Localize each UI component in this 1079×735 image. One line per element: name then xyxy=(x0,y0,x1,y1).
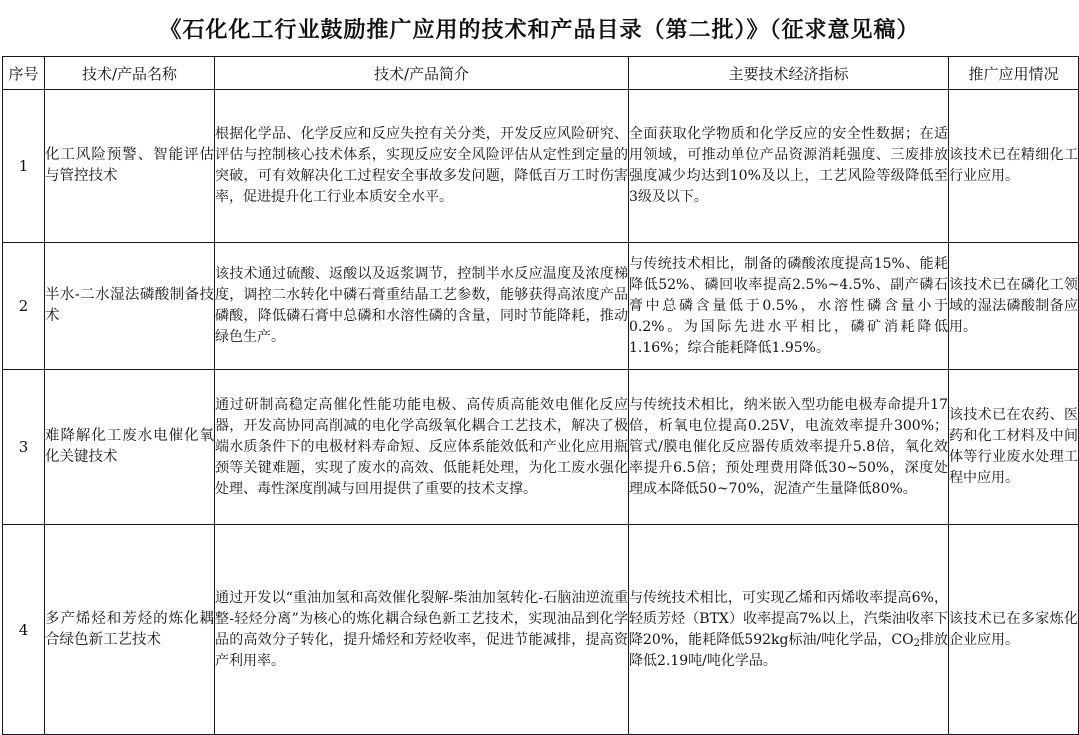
header-index: 序号 xyxy=(3,57,45,90)
catalog-table xyxy=(2,56,1079,735)
row-index: 1 xyxy=(3,90,45,243)
subscript-two: 2 xyxy=(913,637,920,649)
table-row xyxy=(3,243,1079,370)
row-name: 半水-二水湿法磷酸制备技术 xyxy=(45,243,215,370)
row-index: 4 xyxy=(3,525,45,735)
table-row xyxy=(3,370,1079,525)
row-intro: 通过开发以“重油加氢和高效催化裂解-柴油加氢转化-石脑油逆流重整-轻烃分离”为核心的炼化耦合绿色新工艺技术，实现油品到化学品的高效分子转化，提升烯烃和芳烃收率，促进节能减排，提高资产利用率。 xyxy=(215,525,629,735)
header-indicators: 主要技术经济指标 xyxy=(629,57,949,90)
indicators-text: 与传统技术相比，可实现乙烯和丙烯收率提高6%，轻质芳烃（BTX）收率提高7%以上，汽柴油收率下降20%，能耗降低592kg标油/吨化学品，CO xyxy=(629,589,948,648)
row-application: 该技术已在精细化工行业应用。 xyxy=(949,90,1079,243)
row-name: 难降解化工废水电催化氧化关键技术 xyxy=(45,370,215,525)
header-name: 技术/产品名称 xyxy=(45,57,215,90)
row-name: 多产烯烃和芳烃的炼化耦合绿色新工艺技术 xyxy=(45,525,215,735)
row-application: 该技术已在多家炼化企业应用。 xyxy=(949,525,1079,735)
row-application: 该技术已在磷化工领域的湿法磷酸制备应用。 xyxy=(949,243,1079,370)
row-intro: 根据化学品、化学反应和反应失控有关分类，开发反应风险研究、评估与控制核心技术体系，实现反应安全风险评估从定性到定量的突破，可有效解决化工过程安全事故多发问题，降低百万工时伤害率，促进提升化工行业本质安全水平。 xyxy=(215,90,629,243)
row-application: 该技术已在农药、医药和化工材料及中间体等行业废水处理工程中应用。 xyxy=(949,370,1079,525)
row-name: 化工风险预警、智能评估与管控技术 xyxy=(45,90,215,243)
row-indicators: 全面获取化学物质和化学反应的安全性数据；在适用领域，可推动单位产品资源消耗强度、三废排放强度减少均达到10%及以上，工艺风险等级降低至3级及以下。 xyxy=(629,90,949,243)
row-intro: 通过研制高稳定高催化性能功能电极、高传质高能效电催化反应器，开发高协同高削减的电化学高级氧化耦合工艺技术，解决了极端水质条件下的电极材料寿命短、反应体系能效低和产业化应用瓶颈等关键难题，实现了废水的高效、低能耗处理，为化工废水强化处理、毒性深度削减与回用提供了重要的技术支撑。 xyxy=(215,370,629,525)
header-intro: 技术/产品简介 xyxy=(215,57,629,90)
row-indicators: 与传统技术相比，纳米嵌入型功能电极寿命提升17倍，析氧电位提高0.25V，电流效率提升300%；管式/膜电催化反应器传质效率提升5.8倍，氧化效率提升6.5倍；预处理费用降低30~50%，深度处理成本降低50~70%，泥渣产生量降低80%。 xyxy=(629,370,949,525)
row-index: 3 xyxy=(3,370,45,525)
table-header-row xyxy=(3,57,1079,90)
row-indicators xyxy=(629,525,949,735)
table-row xyxy=(3,90,1079,243)
row-intro: 该技术通过硫酸、返酸以及返浆调节，控制半水反应温度及浓度梯度，调控二水转化中磷石膏重结晶工艺参数，能够获得高浓度产品磷酸，降低磷石膏中总磷和水溶性磷的含量，同时节能降耗，推动绿色生产。 xyxy=(215,243,629,370)
row-index: 2 xyxy=(3,243,45,370)
document-title: 《石化化工行业鼓励推广应用的技术和产品目录（第二批）》（征求意见稿） xyxy=(159,17,920,43)
row-indicators: 与传统技术相比，制备的磷酸浓度提高15%、能耗降低52%、磷回收率提高2.5%~4.5%、副产磷石膏中总磷含量低于0.5%，水溶性磷含量小于0.2%。为国际先进水平相比，磷矿消耗降低1.16%；综合能耗降低1.95%。 xyxy=(629,243,949,370)
table-row xyxy=(3,525,1079,735)
header-application: 推广应用情况 xyxy=(949,57,1079,90)
indicators-text-end: 排放降低2.19吨/吨化学品。 xyxy=(629,631,948,669)
